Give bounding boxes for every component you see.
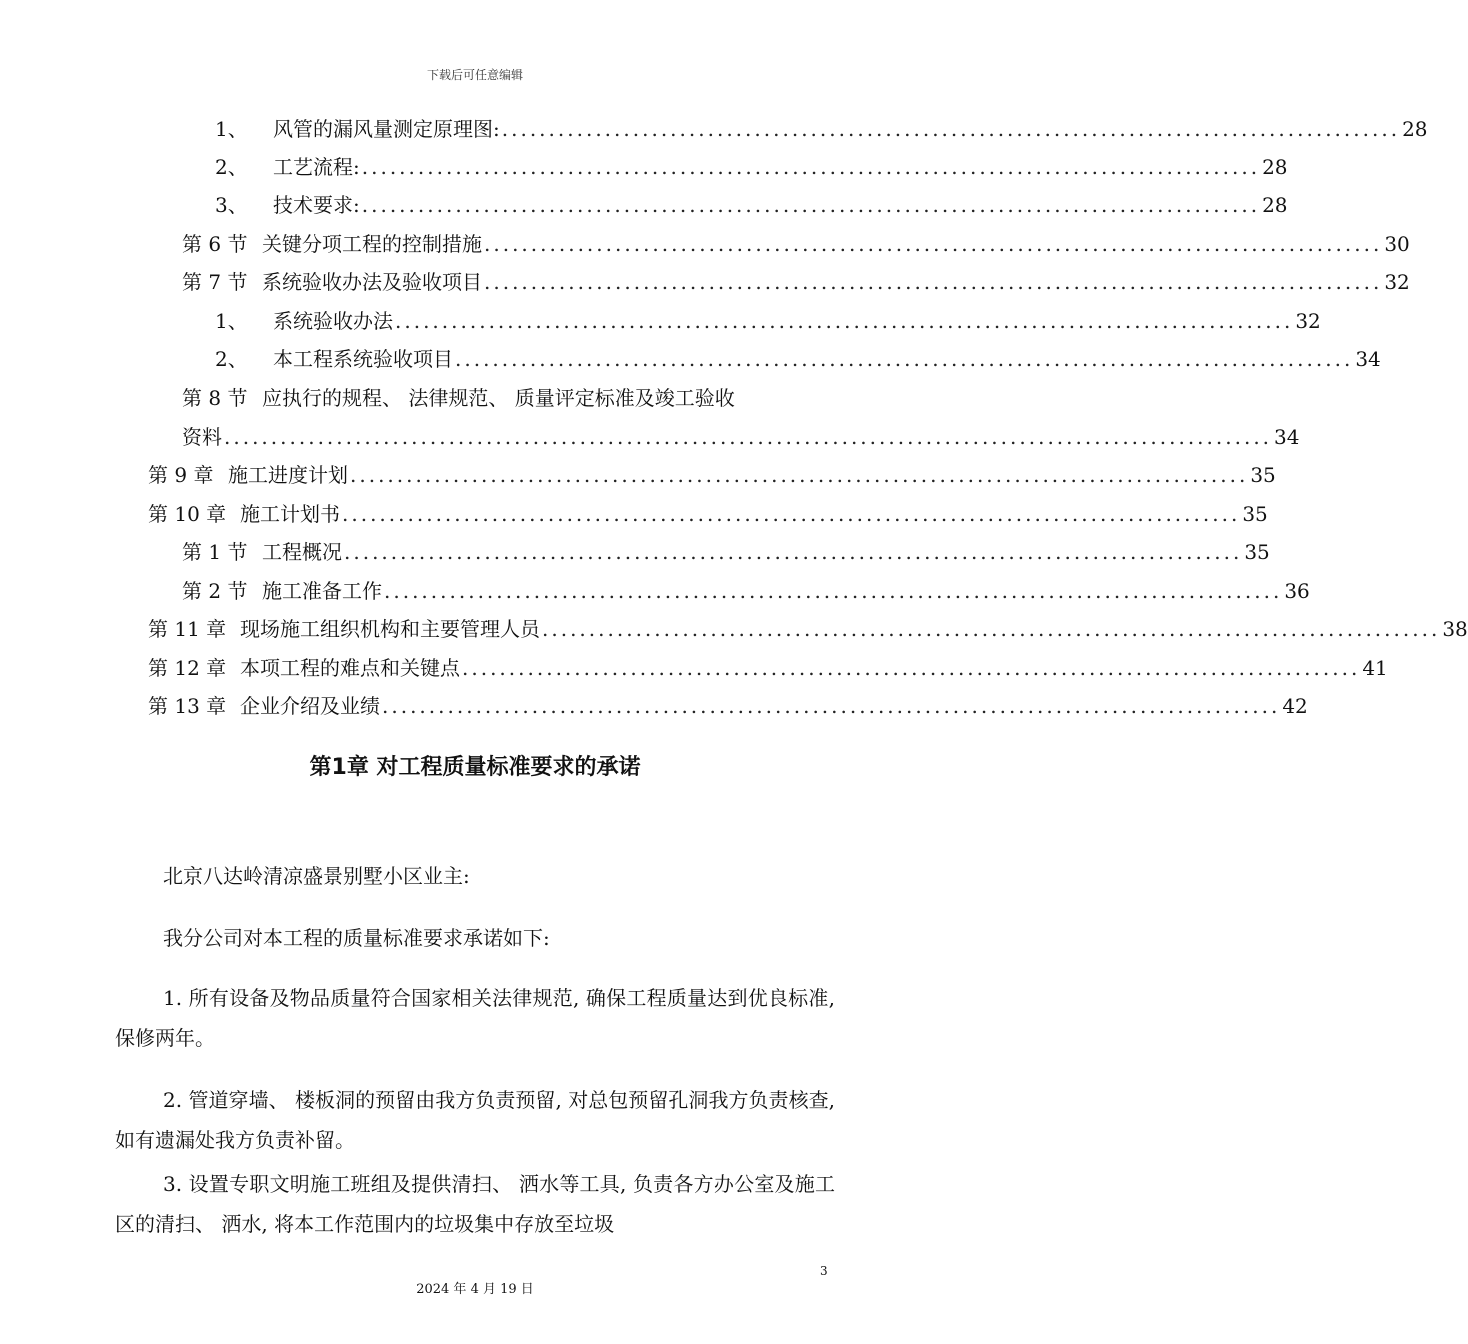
- toc-entry[interactable]: [215, 304, 1321, 338]
- toc-entry[interactable]: [182, 265, 1410, 299]
- toc-entry[interactable]: [182, 574, 1310, 608]
- toc-entry-number: 第 6 节: [182, 232, 248, 256]
- toc-entry-number: 第 8 节: [182, 386, 248, 410]
- toc-entry-number: 1、: [215, 117, 248, 141]
- toc-entry-number: 3、: [215, 193, 248, 217]
- toc-leader-dots: ................................................................................................: [361, 193, 1261, 217]
- toc-leader-dots: ................................................................................................: [484, 270, 1383, 294]
- toc-entry-page: 28: [1402, 117, 1428, 141]
- toc-entry[interactable]: [148, 458, 1276, 492]
- toc-entry[interactable]: [215, 150, 1288, 184]
- toc-leader-dots: ................................................................................................: [501, 117, 1401, 141]
- toc-entry-number: 第 7 节: [182, 270, 248, 294]
- intro-paragraph: 我分公司对本工程的质量标准要求承诺如下:: [163, 926, 550, 950]
- toc-entry-number: 第 2 节: [182, 579, 248, 603]
- footer-date: 2024 年 4 月 19 日: [416, 1282, 534, 1297]
- toc-leader-dots: ................................................................................................: [382, 694, 1281, 718]
- salutation: 北京八达岭清凉盛景别墅小区业主:: [163, 864, 470, 888]
- toc-entry-title: 系统验收办法及验收项目: [262, 270, 482, 294]
- chapter-title: 第1章 对工程质量标准要求的承诺: [309, 755, 641, 780]
- toc-entry-page: 34: [1274, 425, 1300, 449]
- toc-entry-title: 企业介绍及业绩: [240, 694, 380, 718]
- toc-entry[interactable]: [148, 689, 1308, 723]
- toc-entry-page: 36: [1284, 579, 1310, 603]
- toc-leader-dots: ................................................................................................: [484, 232, 1383, 256]
- toc-entry[interactable]: [215, 188, 1288, 222]
- toc-entry-number: 第 9 章: [148, 463, 214, 487]
- toc-entry-number: 第 10 章: [148, 502, 227, 526]
- toc-entry[interactable]: [182, 535, 1270, 569]
- toc-leader-dots: ................................................................................................................: [224, 425, 1273, 449]
- toc-leader-dots: ................................................................................................: [462, 656, 1361, 680]
- commitment-paragraph-1: 1. 所有设备及物品质量符合国家相关法律规范, 确保工程质量达到优良标准, 保修两年。: [115, 986, 835, 1050]
- toc-entry[interactable]: [215, 112, 1428, 146]
- toc-leader-dots: ................................................................................................: [542, 617, 1441, 641]
- toc-entry-title: 关键分项工程的控制措施: [262, 232, 482, 256]
- toc-entry-number: 1、: [215, 309, 248, 333]
- toc-leader-dots: ................................................................................................: [395, 309, 1294, 333]
- toc-entry-page: 42: [1282, 694, 1308, 718]
- toc-entry-title: 施工计划书: [240, 502, 340, 526]
- toc-entry-title: 现场施工组织机构和主要管理人员: [240, 617, 540, 641]
- toc-entry-title: 施工进度计划: [228, 463, 348, 487]
- toc-entry-title: 本项工程的难点和关键点: [240, 656, 460, 680]
- toc-entry-number: 第 1 节: [182, 540, 248, 564]
- toc-entry-number: 2、: [215, 347, 248, 371]
- toc-entry-title: 技术要求:: [273, 193, 360, 217]
- toc-entry[interactable]: [148, 497, 1268, 531]
- toc-leader-dots: ................................................................................................: [384, 579, 1283, 603]
- toc-entry-title: 资料: [182, 425, 222, 449]
- toc-entry-page: 35: [1244, 540, 1270, 564]
- toc-entry-page: 35: [1242, 502, 1268, 526]
- toc-entry-page: 28: [1262, 193, 1288, 217]
- toc-leader-dots: ................................................................................................: [361, 155, 1261, 179]
- commitment-paragraph-3: 3. 设置专职文明施工班组及提供清扫、 洒水等工具, 负责各方办公室及施工区的清扫、 洒水, 将本工作范围内的垃圾集中存放至垃圾: [115, 1172, 835, 1236]
- toc-entry-title: 工艺流程:: [273, 155, 360, 179]
- toc-entry-title: 系统验收办法: [273, 309, 393, 333]
- toc-entry[interactable]: [182, 227, 1410, 261]
- commitment-paragraph-2: 2. 管道穿墙、 楼板洞的预留由我方负责预留, 对总包预留孔洞我方负责核查, 如有遗漏处我方负责补留。: [115, 1088, 835, 1152]
- toc-entry-number: 2、: [215, 155, 248, 179]
- toc-entry[interactable]: [148, 612, 1468, 646]
- toc-entry-number: 第 11 章: [148, 617, 227, 641]
- toc-entry[interactable]: [148, 651, 1388, 685]
- toc-entry-number: 第 13 章: [148, 694, 227, 718]
- toc-leader-dots: ................................................................................................: [455, 347, 1354, 371]
- toc-entry-wrapped[interactable]: [182, 381, 735, 415]
- toc-entry-page: 41: [1362, 656, 1388, 680]
- toc-leader-dots: ................................................................................................: [350, 463, 1249, 487]
- toc-leader-dots: ................................................................................................: [342, 502, 1241, 526]
- toc-entry-page: 34: [1355, 347, 1381, 371]
- toc-entry-title: 工程概况: [262, 540, 342, 564]
- toc-entry-number: 第 12 章: [148, 656, 227, 680]
- toc-entry-page: 38: [1442, 617, 1468, 641]
- header-note: 下载后可任意编辑: [426, 68, 523, 82]
- toc-entry-title: 施工准备工作: [262, 579, 382, 603]
- toc-entry-title: 应执行的规程、 法律规范、 质量评定标准及竣工验收: [262, 386, 735, 410]
- page-number: 3: [820, 1264, 828, 1278]
- toc-entry-page: 28: [1262, 155, 1288, 179]
- toc-entry-title: 本工程系统验收项目: [273, 347, 453, 371]
- toc-entry-page: 32: [1384, 270, 1410, 294]
- toc-entry[interactable]: [182, 420, 1300, 454]
- toc-entry-title: 风管的漏风量测定原理图:: [273, 117, 500, 141]
- toc-entry-page: 30: [1384, 232, 1410, 256]
- toc-entry-page: 35: [1250, 463, 1276, 487]
- toc-leader-dots: ................................................................................................: [344, 540, 1243, 564]
- toc-entry-page: 32: [1295, 309, 1321, 333]
- toc-entry[interactable]: [215, 342, 1381, 376]
